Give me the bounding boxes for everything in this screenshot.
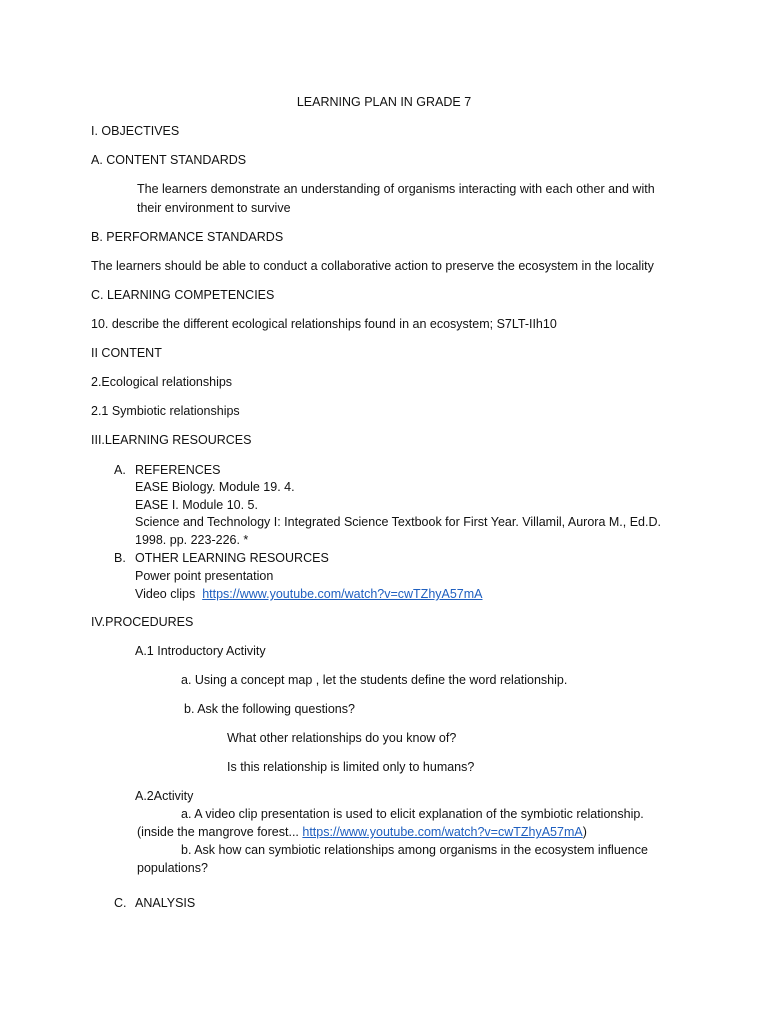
- symbiotic-influence-question-line1: b. Ask how can symbiotic relationships among organisms in the ecosystem influence: [181, 843, 648, 857]
- other-resource-powerpoint: Power point presentation: [135, 569, 274, 583]
- video-clip-link[interactable]: https://www.youtube.com/watch?v=cwTZhyA57mA: [202, 587, 483, 601]
- competencies-text: 10. describe the different ecological relationships found in an ecosystem; S7LT-IIh10: [91, 317, 557, 331]
- mangrove-forest-suffix: ): [582, 825, 587, 839]
- content-standards-heading: A. CONTENT STANDARDS: [91, 153, 247, 167]
- performance-standards-text: The learners should be able to conduct a collaborative action to preserve the ecosystem in the locality: [91, 259, 654, 273]
- references-label: REFERENCES: [135, 463, 221, 477]
- mangrove-forest-prefix: (inside the mangrove forest...: [137, 825, 299, 839]
- reference-ease-biology: EASE Biology. Module 19. 4.: [135, 480, 295, 494]
- performance-standards-heading: B. PERFORMANCE STANDARDS: [91, 230, 284, 244]
- reference-textbook-line1: Science and Technology I: Integrated Science Textbook for First Year. Villamil, Aurora M., Ed.D.: [135, 515, 661, 529]
- mangrove-forest-reference: [137, 824, 587, 840]
- competencies-heading: C. LEARNING COMPETENCIES: [91, 288, 275, 302]
- content-standards-text-line1: The learners demonstrate an understanding of organisms interacting with each other and with: [137, 182, 655, 196]
- list-marker-a: A.: [114, 463, 126, 477]
- content-item-symbiotic: 2.1 Symbiotic relationships: [91, 404, 240, 418]
- reference-ease-module: EASE I. Module 10. 5.: [135, 498, 258, 512]
- symbiotic-influence-question-line2: populations?: [137, 861, 208, 875]
- content-item-ecological: 2.Ecological relationships: [91, 375, 233, 389]
- list-marker-c: C.: [114, 896, 127, 910]
- objectives-heading: I. OBJECTIVES: [91, 124, 180, 138]
- question-limited-to-humans: Is this relationship is limited only to humans?: [227, 760, 475, 774]
- video-presentation-instruction: a. A video clip presentation is used to elicit explanation of the symbiotic relationship.: [181, 807, 644, 821]
- content-heading: II CONTENT: [91, 346, 162, 360]
- activity-heading: A.2Activity: [135, 789, 194, 803]
- reference-textbook-line2: 1998. pp. 223-226. *: [135, 533, 249, 547]
- ask-questions-instruction: b. Ask the following questions?: [184, 702, 355, 716]
- content-standards-text-line2: their environment to survive: [137, 201, 291, 215]
- other-resources-label: OTHER LEARNING RESOURCES: [135, 551, 329, 565]
- introductory-activity-heading: A.1 Introductory Activity: [135, 644, 266, 658]
- procedures-heading: IV.PROCEDURES: [91, 615, 194, 629]
- mangrove-video-link[interactable]: https://www.youtube.com/watch?v=cwTZhyA57mA: [302, 825, 583, 839]
- list-marker-b: B.: [114, 551, 126, 565]
- analysis-heading: ANALYSIS: [135, 896, 196, 910]
- concept-map-instruction: a. Using a concept map , let the students define the word relationship.: [181, 673, 568, 687]
- question-other-relationships: What other relationships do you know of?: [227, 731, 457, 745]
- video-clips-label: Video clips: [135, 587, 196, 601]
- other-resource-video-clips: [135, 586, 483, 602]
- document-title: LEARNING PLAN IN GRADE 7: [296, 95, 472, 109]
- resources-heading: III.LEARNING RESOURCES: [91, 433, 252, 447]
